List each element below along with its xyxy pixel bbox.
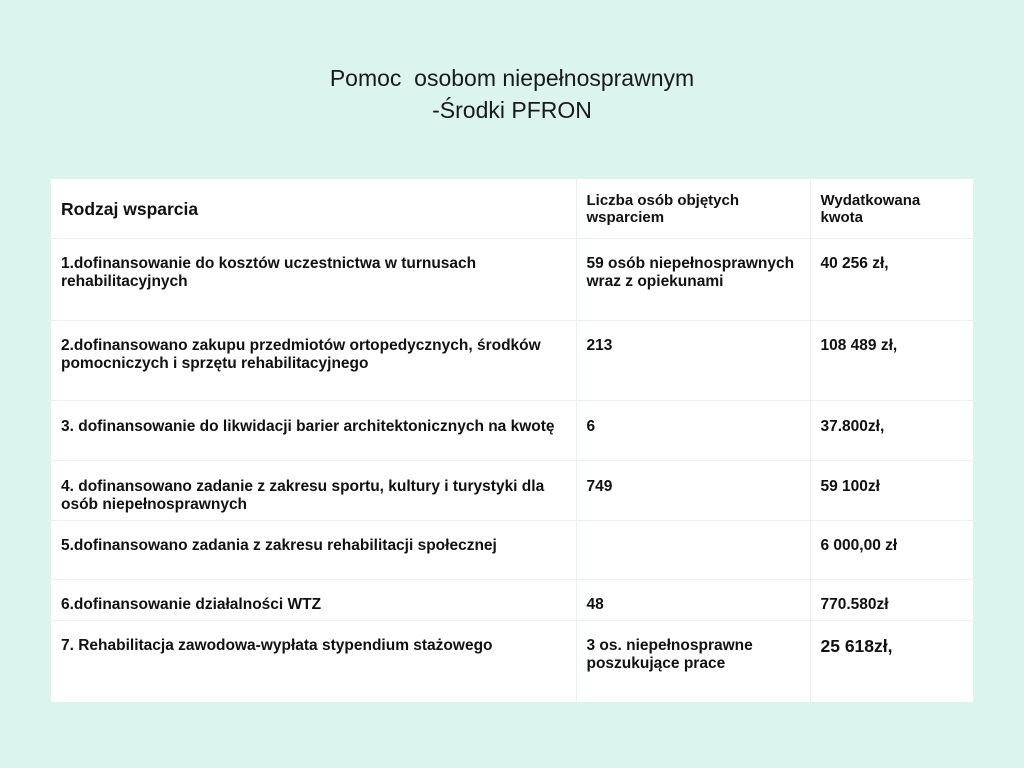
cell-people-count <box>576 521 810 580</box>
cell-people-count: 213 <box>576 321 810 401</box>
cell-support-type: 3. dofinansowanie do likwidacji barier architektonicznych na kwotę <box>51 401 576 461</box>
cell-amount: 59 100zł <box>810 461 973 521</box>
cell-amount: 40 256 zł, <box>810 239 973 321</box>
cell-amount: 770.580zł <box>810 580 973 621</box>
support-table <box>51 179 973 702</box>
cell-people-count: 3 os. niepełnosprawne poszukujące prace <box>576 621 810 702</box>
header-amount-spent: Wydatkowana kwota <box>810 179 973 239</box>
header-people-count: Liczba osób objętych wsparciem <box>576 179 810 239</box>
header-support-type: Rodzaj wsparcia <box>61 198 199 219</box>
cell-support-type: 5.dofinansowano zadania z zakresu rehabilitacji społecznej <box>51 521 576 580</box>
table-row <box>51 621 973 702</box>
table-row <box>51 239 973 321</box>
slide-title-line-2: -Środki PFRON <box>432 97 592 123</box>
table-row <box>51 580 973 621</box>
pfron-support-table <box>51 179 973 702</box>
cell-amount: 6 000,00 zł <box>810 521 973 580</box>
cell-support-type: 4. dofinansowano zadanie z zakresu sportu, kultury i turystyki dla osób niepełnosprawnych <box>51 461 576 521</box>
cell-amount: 108 489 zł, <box>810 321 973 401</box>
slide-title-line-1: Pomoc osobom niepełnosprawnym <box>329 65 695 91</box>
cell-support-type: 7. Rehabilitacja zawodowa-wypłata stypendium stażowego <box>51 621 576 702</box>
table-row <box>51 321 973 401</box>
cell-people-count: 749 <box>576 461 810 521</box>
cell-people-count: 6 <box>576 401 810 461</box>
cell-amount: 37.800zł, <box>810 401 973 461</box>
table-header-row <box>51 179 973 239</box>
slide-title <box>0 62 1024 126</box>
cell-support-type: 1.dofinansowanie do kosztów uczestnictwa w turnusach rehabilitacyjnych <box>51 239 576 321</box>
table-row <box>51 521 973 580</box>
cell-support-type: 2.dofinansowano zakupu przedmiotów ortopedycznych, środków pomocniczych i sprzętu rehabilitacyjnego <box>51 321 576 401</box>
cell-support-type: 6.dofinansowanie działalności WTZ <box>51 580 576 621</box>
table-row <box>51 461 973 521</box>
cell-people-count: 48 <box>576 580 810 621</box>
table-row <box>51 401 973 461</box>
cell-people-count: 59 osób niepełnosprawnych wraz z opiekunami <box>576 239 810 321</box>
cell-amount: 25 618zł, <box>810 621 973 702</box>
